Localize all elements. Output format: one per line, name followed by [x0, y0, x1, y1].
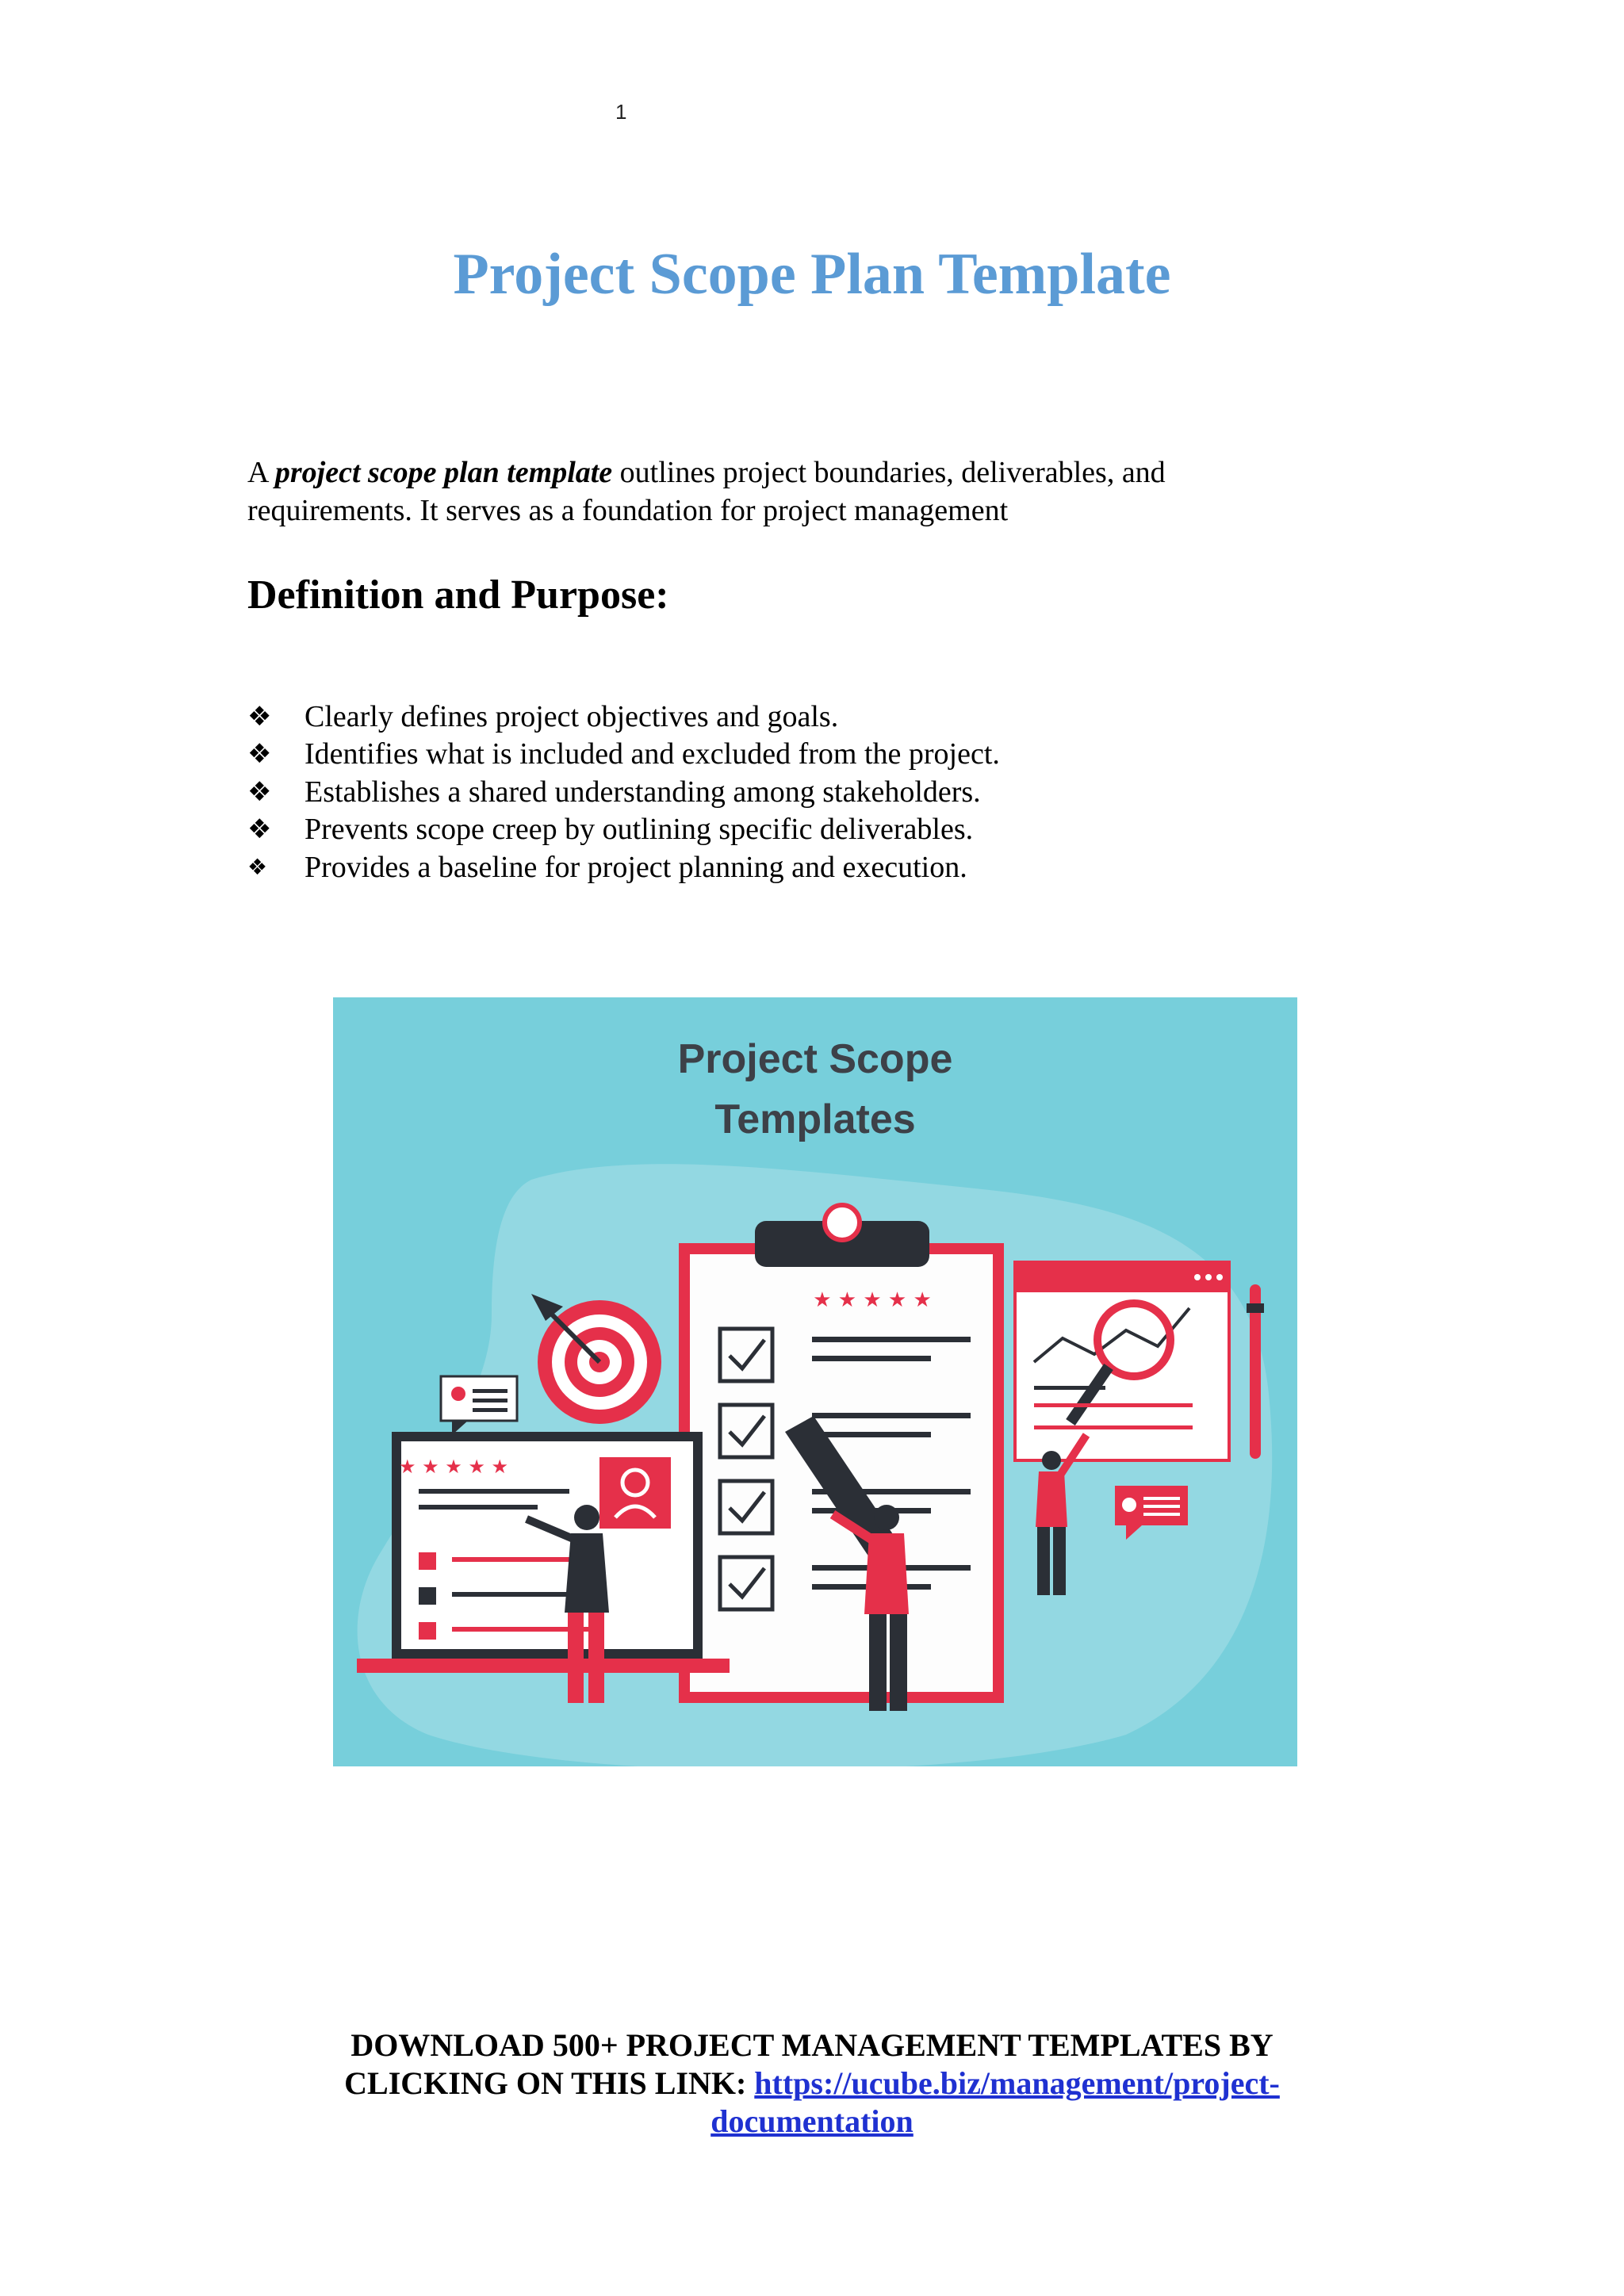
section-heading: Definition and Purpose: [247, 572, 669, 618]
list-item [247, 736, 1000, 774]
intro-prefix: A [247, 456, 275, 489]
footer-line2 [0, 2064, 1624, 2103]
download-footer [0, 2026, 1624, 2141]
list-item-text: Prevents scope creep by outlining specific deliverables. [304, 813, 974, 847]
diamond-bullet-icon: ❖ [247, 738, 272, 771]
diamond-bullet-icon: ❖ [247, 813, 272, 846]
svg-text:★ ★ ★ ★ ★: ★ ★ ★ ★ ★ [398, 1456, 509, 1478]
footer-line1: DOWNLOAD 500+ PROJECT MANAGEMENT TEMPLATES BY [350, 2027, 1274, 2063]
footer-line3 [0, 2103, 1624, 2141]
list-item-text: Identifies what is included and excluded from the project. [304, 737, 1000, 771]
download-link-continued[interactable]: documentation [710, 2103, 914, 2139]
svg-text:★ ★ ★ ★ ★: ★ ★ ★ ★ ★ [813, 1288, 932, 1312]
analytics-window [1015, 1262, 1229, 1460]
list-item-text: Clearly defines project objectives and goals. [304, 699, 839, 733]
list-item-text: Provides a baseline for project planning and execution. [304, 850, 967, 884]
illustration-title-line1: Project Scope [677, 1036, 953, 1082]
list-item [247, 848, 1000, 886]
list-item [247, 698, 1000, 736]
intro-emphasis: project scope plan template [274, 456, 613, 489]
illustration-title-line2: Templates [714, 1096, 916, 1142]
laptop-screen [357, 1432, 730, 1673]
intro-line2: requirements. It serves as a foundation for project management [247, 494, 1009, 527]
page-number: 1 [615, 100, 627, 124]
intro-paragraph [247, 453, 1405, 530]
list-item-text: Establishes a shared understanding among stakeholders. [304, 775, 981, 809]
footer-line2-prefix: CLICKING ON THIS LINK: [344, 2065, 755, 2101]
clipboard-checklist [679, 1205, 1004, 1703]
list-item [247, 811, 1000, 849]
diamond-bullet-icon: ❖ [247, 854, 268, 881]
diamond-bullet-icon: ❖ [247, 700, 272, 733]
list-item [247, 773, 1000, 811]
download-link[interactable]: https://ucube.biz/management/project- [754, 2065, 1280, 2101]
diamond-bullet-icon: ❖ [247, 775, 272, 808]
illustration-graphic [333, 997, 1297, 1766]
purpose-list [247, 698, 1000, 886]
page-title: Project Scope Plan Template [453, 242, 1171, 307]
project-scope-illustration [333, 997, 1297, 1766]
intro-line1-rest: outlines project boundaries, deliverables, and [612, 456, 1166, 489]
